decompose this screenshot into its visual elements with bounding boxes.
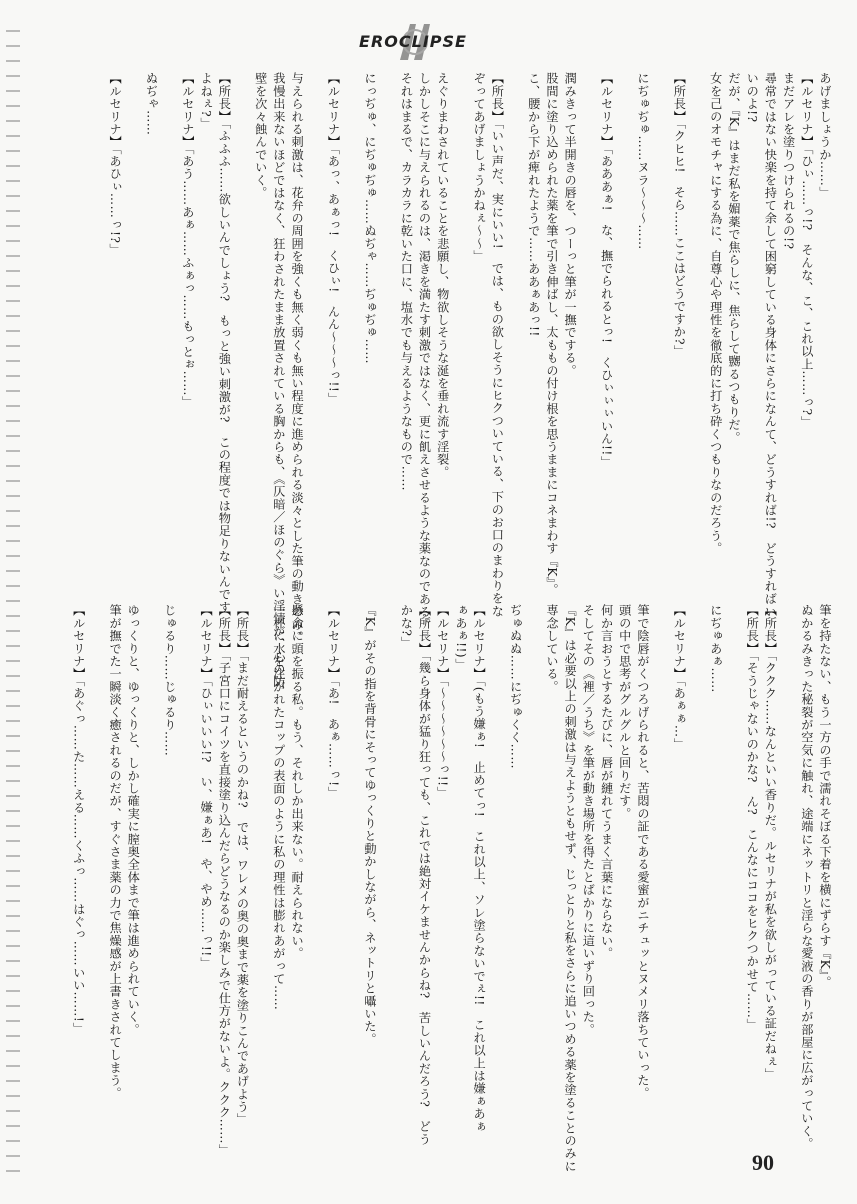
- top-text-line: まだアレを塗りつけられるの!?: [781, 72, 796, 250]
- page-number: 90: [752, 1150, 774, 1175]
- bottom-text-line: 筆で陰唇がくつろげられると、苦悶の証である愛蜜がニチュッとヌメリ落ちていった。: [635, 604, 650, 1100]
- bottom-text-line: [343, 604, 361, 1134]
- bottom-text-line: 【ルセリナ】「ひぃいいい!? い、嫌ぁあ! や、やめ……っ!!」: [199, 604, 214, 970]
- bottom-text-line: 一杯に水を注がれたコップの表面のように私の理性は膨れあがって……: [271, 604, 286, 1011]
- bottom-text-line: そしてその《裡／うち》を筆が動き場所を得たとばかりに這いずり回った。: [581, 604, 596, 1036]
- bottom-text-line: 『K』は必要以上の刺激は与えようともせず、じっとりと私をさらに追いつめる薬を塗ることのみに: [563, 604, 578, 1173]
- top-text-line: 【ルセリナ】「あう……あぁ……ふぁっ……もっとぉ……」: [180, 72, 195, 409]
- bottom-text-line: 【所長】「まだ耐えるというのかね? では、ワレメの奥の奥まで薬を塗りこんであげよう」: [235, 604, 250, 1126]
- top-text-line: 【所長】「ふふふ……欲しいんでしょう? もっと強い刺激が? この程度では物足りないんです: [217, 72, 232, 614]
- top-text-line: それはまるで、カラカラに乾いた口に、塩水でも与えるようなもので……: [399, 72, 414, 492]
- bottom-text-line: [525, 604, 543, 1134]
- bottom-text-line: 【所長】「子宮口にコイツを直接塗り込んだらどうなるのか楽しみで仕方がないよ。ククク……」: [217, 604, 232, 1157]
- bottom-text-line: ぬかるみきった秘裂が空気に触れ、途端にネットリと淫らな愛液の香りが部屋に広がっていく。: [799, 604, 814, 1151]
- bottom-text-line: [652, 604, 670, 1134]
- top-text-line: いのよ!?: [745, 72, 760, 123]
- top-text-line: えぐりまわされていることを悲願し、物欲しそうな涎を垂れ流す淫裂。: [435, 72, 450, 479]
- top-text-line: [160, 72, 178, 582]
- spiral-binding-marks: [6, 30, 20, 1180]
- bottom-text-line: 何か言おうとするたびに、唇が縺れてうまく言葉にならない。: [599, 604, 614, 960]
- top-text-line: [233, 72, 251, 582]
- bottom-text-line: [88, 604, 106, 1134]
- top-text-line: 【所長】「クヒヒ! そら……ここはどうですか?」: [672, 72, 687, 358]
- bottom-text-line: [179, 604, 197, 1134]
- bottom-text-line: 懸命に頭を振る私。もう、それしか出来ない。耐えられない。: [290, 604, 305, 960]
- bottom-text-line: 筆を持たない、もう一方の手で濡れそぼる下着を横にずらす『K』。: [818, 604, 832, 989]
- bottom-text-line: ゆっくりと、ゆっくりと、しかし確実に膣奥全体まで筆は進められていく。: [126, 604, 141, 1036]
- bottom-text-line: [379, 604, 397, 1134]
- top-text-line: にぢゅぢゅ……ヌラ～～～……: [635, 72, 650, 250]
- top-text-line: よねぇ?」: [199, 72, 214, 130]
- bottom-text-line: 【所長】「ククク……なんといい香りだ。ルセリナが私を欲しがっている証だねぇ」: [763, 604, 778, 1081]
- bottom-text-line: 【ルセリナ】「あぐっ……た……える……くふっ……はぐっ……いい……!」: [71, 604, 86, 1035]
- bottom-text-line: [488, 604, 506, 1134]
- top-text-line: 尋常ではない快楽を持て余して困窮している身体にさらになんて、どうすれば!? どうすればい: [763, 72, 778, 618]
- bottom-text-line: [252, 604, 270, 1134]
- top-text-line: こ、腰から下が痺れたようで……ああぁあっ!!: [526, 72, 541, 337]
- top-text-line: [306, 72, 324, 582]
- top-text-line: 【ルセリナ】「あっ、あぁっ! くひぃ! んん～～～っ!!」: [326, 72, 341, 405]
- top-text-line: 【ルセリナ】「あひぃ……っ!?」: [108, 72, 123, 257]
- eroclipse-logo: [338, 26, 488, 58]
- bottom-text-line: [142, 604, 160, 1134]
- bottom-text-line: 【所長】「幾ら身体が猛り狂っても、これでは絶対イケませんからね? 苦しいんだろう? どう: [417, 604, 432, 1146]
- bottom-text-line: ぢゅぬぬ……にぢゅくく……: [508, 604, 523, 770]
- top-text-line: [452, 72, 470, 582]
- top-text-line: 壁を次々蝕んでいく。: [253, 72, 268, 199]
- bottom-text-line: かな?」: [399, 604, 414, 650]
- bottom-text-line: [688, 604, 706, 1134]
- top-text-line: あげましょうか……」: [818, 72, 832, 199]
- bottom-text-line: [779, 604, 797, 1134]
- top-text-line: [124, 72, 142, 582]
- top-text-line: だが、『K』はまだ私を媚薬で焦らしに、焦らして嬲るつもりだ。: [726, 72, 741, 444]
- bottom-text-line: [725, 604, 743, 1134]
- top-text-line: [379, 72, 397, 582]
- top-text-line: 【所長】「いい声だ、実にいい! では、もの欲しそうにヒクついている、下のお口のまわりをな: [490, 72, 505, 618]
- top-text-line: 我慢出来ないほどではなく、狂わされたまま放置されている胸からも、《仄暗／ほのぐら》い淫情が、心の防: [271, 72, 286, 689]
- top-text-line: ぞってあげましょうかねぇ～～」: [472, 72, 487, 263]
- top-text-line: [616, 72, 634, 582]
- bottom-text-line: [306, 604, 324, 1134]
- top-text-line: 【ルセリナ】「あああぁ! な、撫でられるとっ! くひぃぃぃいん!!」: [599, 72, 614, 469]
- bottom-text-line: にぢゅあぁ……: [708, 604, 723, 693]
- top-text-line: [688, 72, 706, 582]
- top-text-line: ぬぢゃ……: [144, 72, 159, 136]
- top-text-line: 【ルセリナ】「ひぃ……っ!? そんな、こ、これ以上……っ?」: [799, 72, 814, 429]
- bottom-text-line: 頭の中で思考がグルグルと回りだす。: [617, 604, 632, 820]
- logo-text: EROCLIPSE: [359, 32, 467, 51]
- bottom-text-line: 【ルセリナ】「(もう嫌ぁ! 止めてっ! これ以上、ソレ塗らないでぇ!! これ以上は嫌ぁあぁ: [472, 604, 487, 1133]
- top-text-line: [506, 72, 524, 582]
- top-text-line: [343, 72, 361, 582]
- top-text-line: 与えられる刺激は、花弁の周囲を強くも無く弱くも無い程度に進められる淡々とした筆の動きのみ。: [290, 72, 305, 644]
- top-text-line: しかしそこに与えられるのは、渇きを満たす刺激ではなく、更に飢えさせるような薬なのである。: [417, 72, 432, 631]
- bottom-text-line: 『K』がその指を背骨にそってゆっくりと動かしながら、ネットリと囁いた。: [362, 604, 377, 1046]
- top-text-line: 股間に塗り込められた薬を筆で引き伸ばし、太ももの付け根を思うままにコネまわす『K』。: [544, 72, 559, 597]
- top-text-line: 女を己のオモチャにする為に、自尊心や理性を徹底的に打ち砕くつもりなのだろう。: [708, 72, 723, 555]
- bottom-text-line: 【所長】「そうじゃないのかな? ん? こんなにココをヒクつかせて……」: [745, 604, 760, 1032]
- bottom-text-line: 専念している。: [544, 604, 559, 693]
- bottom-text-line: 筆が撫でた一瞬淡く癒されるのだが、すぐさま薬の力で焦燥感が上書きされてしまう。: [108, 604, 123, 1100]
- bottom-text-line: 【ルセリナ】「あぁぁ…」: [672, 604, 687, 751]
- top-text-line: [579, 72, 597, 582]
- bottom-text-line: ぁあぁ!!)」: [453, 604, 468, 671]
- bottom-text-line: 【ルセリナ】「あ! あぁ……っ!」: [326, 604, 341, 800]
- top-text-line: 潤みきって半開きの唇を、つーっと筆が一撫でする。: [563, 72, 578, 377]
- bottom-text-line: じゅるり……じゅるり……: [162, 604, 177, 757]
- top-text-line: [652, 72, 670, 582]
- bottom-text-line: 【ルセリナ】「～～～～～～っ!!」: [435, 604, 450, 800]
- top-text-line: にっぢゅ、にぢゅぢゅ……ぬぢゃ……ぢゅぢゅ……: [362, 72, 377, 365]
